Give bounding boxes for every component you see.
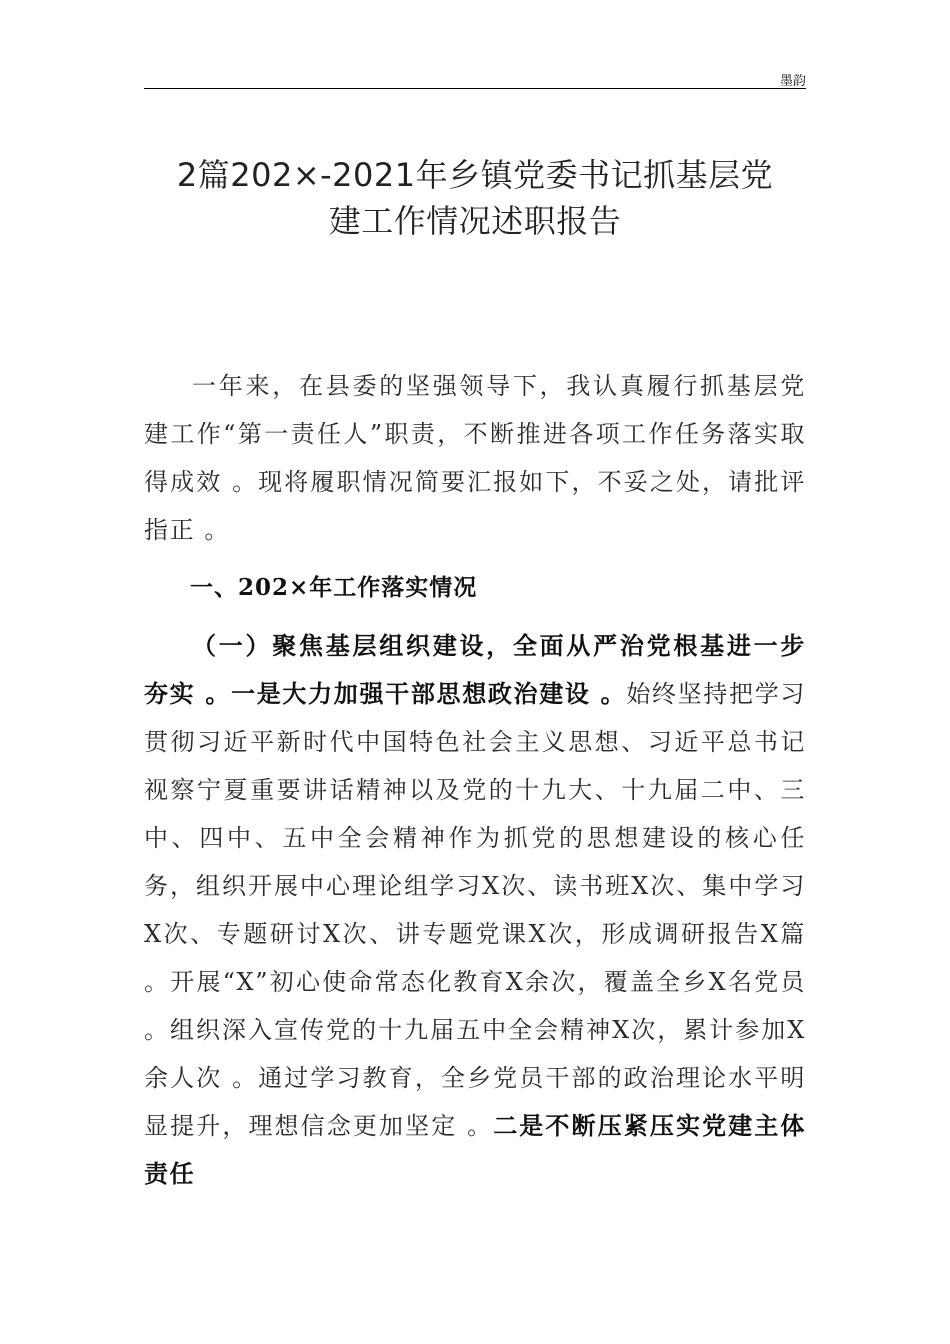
paragraph-text: 始终坚持把学习贯彻习近平新时代中国特色社会主义思想、习近平总书记视察宁夏重要讲话精神以及党的十九大、十九届二中、三中、四中、五中全会精神作为抓党的思想建设的核心任务，组织开展中心理论组学习X次、读书班X次、集中学习X次、专题研讨X次、讲专题党课X次，形成调研报告X篇 。开展“X”初心使命常态化教育X余次，覆盖全乡X名党员 。组织深入宣传党的十九届五中全会精神X次，累计参加X余人次 。通过学习教育，全乡党员干部的政治理论水平明显提升，理想信念更加坚定 。 bbox=[144, 680, 806, 1140]
section-heading: 一、202×年工作落实情况 bbox=[190, 574, 478, 601]
paragraph-bold-lead: （一）聚焦基层组织建设，全面从严治党根基进一步夯实 。一是大力加强干部思想政治建设 。 bbox=[144, 631, 806, 708]
title-line-2: 建工作情况述职报告 bbox=[328, 202, 622, 240]
header-brand: 墨韵 bbox=[779, 74, 806, 89]
header-divider bbox=[144, 88, 806, 89]
intro-paragraph: 一年来，在县委的坚强领导下，我认真履行抓基层党建工作“第一责任人”职责，不断推进各项工作任务落实取得成效 。现将履职情况简要汇报如下，不妥之处，请批评指正 。 bbox=[144, 372, 806, 544]
document-body bbox=[144, 362, 806, 1198]
document-title bbox=[144, 152, 806, 244]
section-paragraph bbox=[144, 622, 806, 1198]
title-line-1: 2篇202×-2021年乡镇党委书记抓基层党 bbox=[176, 156, 774, 194]
paragraph-bold-tail: 二是不断压紧压实党建主体责任 bbox=[144, 1111, 807, 1188]
